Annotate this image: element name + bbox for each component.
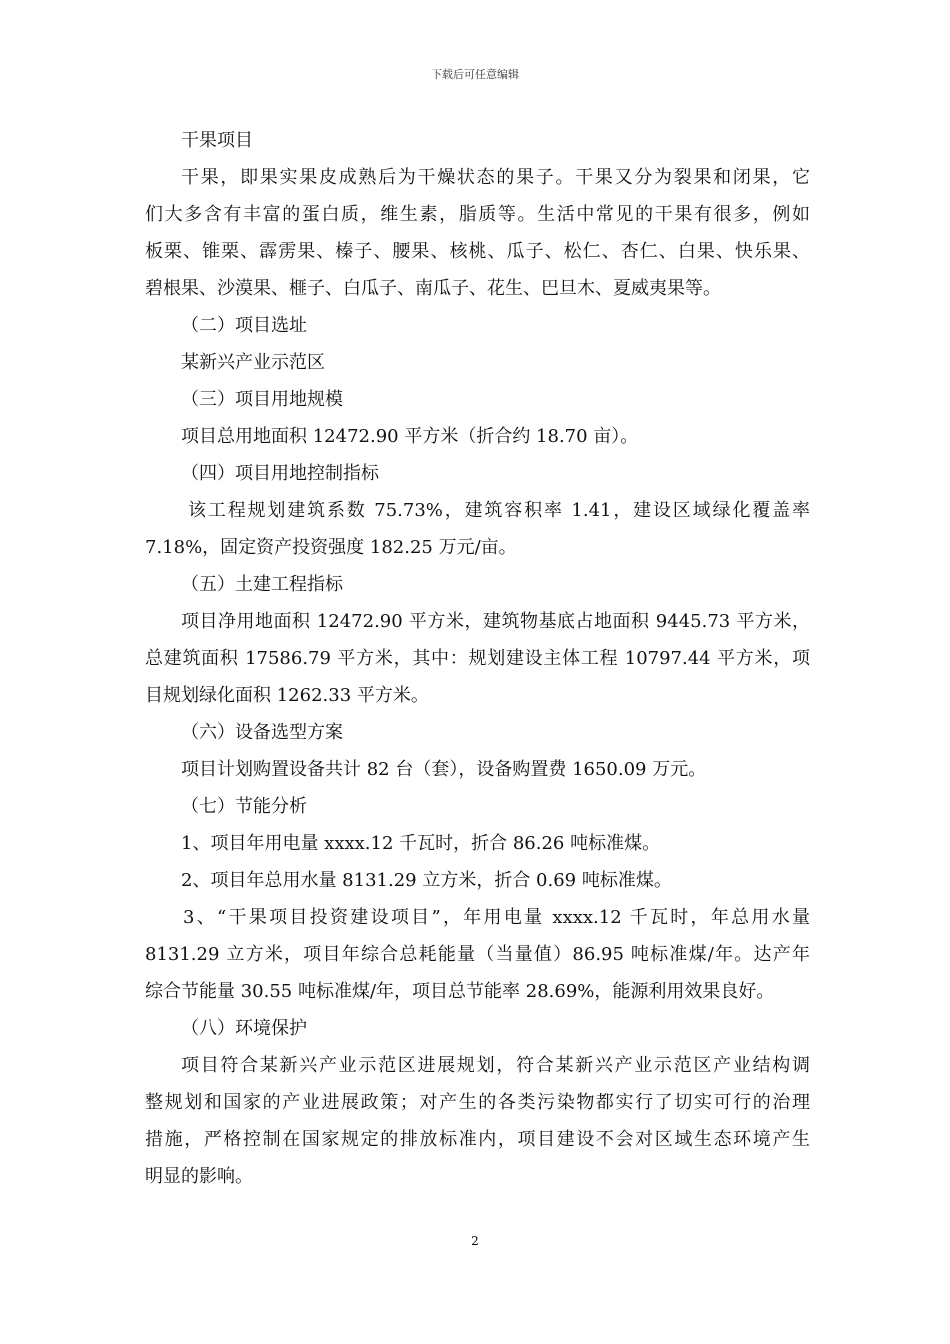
paragraph-line: 们大多含有丰富的蛋白质，维生素，脂质等。生活中常见的干果有很多，例如 (145, 204, 810, 225)
paragraph-line: 总建筑面积 17586.79 平方米，其中：规划建设主体工程 10797.44 平方米，项 (145, 648, 810, 669)
section-heading: （六）设备选型方案 (181, 722, 343, 743)
document-body (145, 122, 810, 1195)
paragraph-line: 项目符合某新兴产业示范区进展规划，符合某新兴产业示范区产业结构调 (181, 1055, 810, 1076)
paragraph-line: 综合节能量 30.55 吨标准煤/年，项目总节能率 28.69%，能源利用效果良好。 (145, 981, 775, 1002)
section-heading: （三）项目用地规模 (181, 389, 343, 410)
page-number: 2 (471, 1234, 479, 1248)
paragraph-line: 整规划和国家的产业进展政策；对产生的各类污染物都实行了切实可行的治理 (145, 1092, 810, 1113)
paragraph-line: 干果，即果实果皮成熟后为干燥状态的果子。干果又分为裂果和闭果，它 (181, 167, 810, 188)
section-heading: （八）环境保护 (181, 1018, 307, 1039)
paragraph-line: 碧根果、沙漠果、榧子、白瓜子、南瓜子、花生、巴旦木、夏威夷果等。 (145, 278, 721, 299)
paragraph-line: 该工程规划建筑系数 75.73%，建筑容积率 1.41，建设区域绿化覆盖率 (188, 500, 810, 521)
paragraph-line: 明显的影响。 (145, 1166, 253, 1187)
paragraph-line: 项目总用地面积 12472.90 平方米（折合约 18.70 亩）。 (181, 426, 639, 447)
section-heading: （四）项目用地控制指标 (181, 463, 379, 484)
section-heading: （五）土建工程指标 (181, 574, 343, 595)
paragraph-line: 板栗、锥栗、霹雳果、榛子、腰果、核桃、瓜子、松仁、杏仁、白果、快乐果、 (145, 241, 810, 262)
paragraph-line: 1、项目年用电量 xxxx.12 千瓦时，折合 86.26 吨标准煤。 (181, 833, 661, 854)
paragraph-line: 某新兴产业示范区 (181, 352, 325, 373)
paragraph-line: 8131.29 立方米，项目年综合总耗能量（当量值）86.95 吨标准煤/年。达产年 (145, 944, 810, 965)
section-heading: （二）项目选址 (181, 315, 307, 336)
page-header: 下载后可任意编辑 (431, 68, 519, 81)
paragraph-line: 2、项目年总用水量 8131.29 立方米，折合 0.69 吨标准煤。 (181, 870, 672, 891)
paragraph-line: 措施，严格控制在国家规定的排放标准内，项目建设不会对区域生态环境产生 (145, 1129, 810, 1150)
paragraph-line: 目规划绿化面积 1262.33 平方米。 (145, 685, 429, 706)
paragraph-line: 项目计划购置设备共计 82 台（套），设备购置费 1650.09 万元。 (181, 759, 707, 780)
paragraph-line: 3、“干果项目投资建设项目”，年用电量 xxxx.12 千瓦时，年总用水量 (183, 907, 810, 928)
section-heading: （七）节能分析 (181, 796, 307, 817)
paragraph-line: 项目净用地面积 12472.90 平方米，建筑物基底占地面积 9445.73 平方米， (181, 611, 810, 632)
section-title: 干果项目 (181, 130, 253, 151)
paragraph-line: 7.18%，固定资产投资强度 182.25 万元/亩。 (145, 537, 517, 558)
